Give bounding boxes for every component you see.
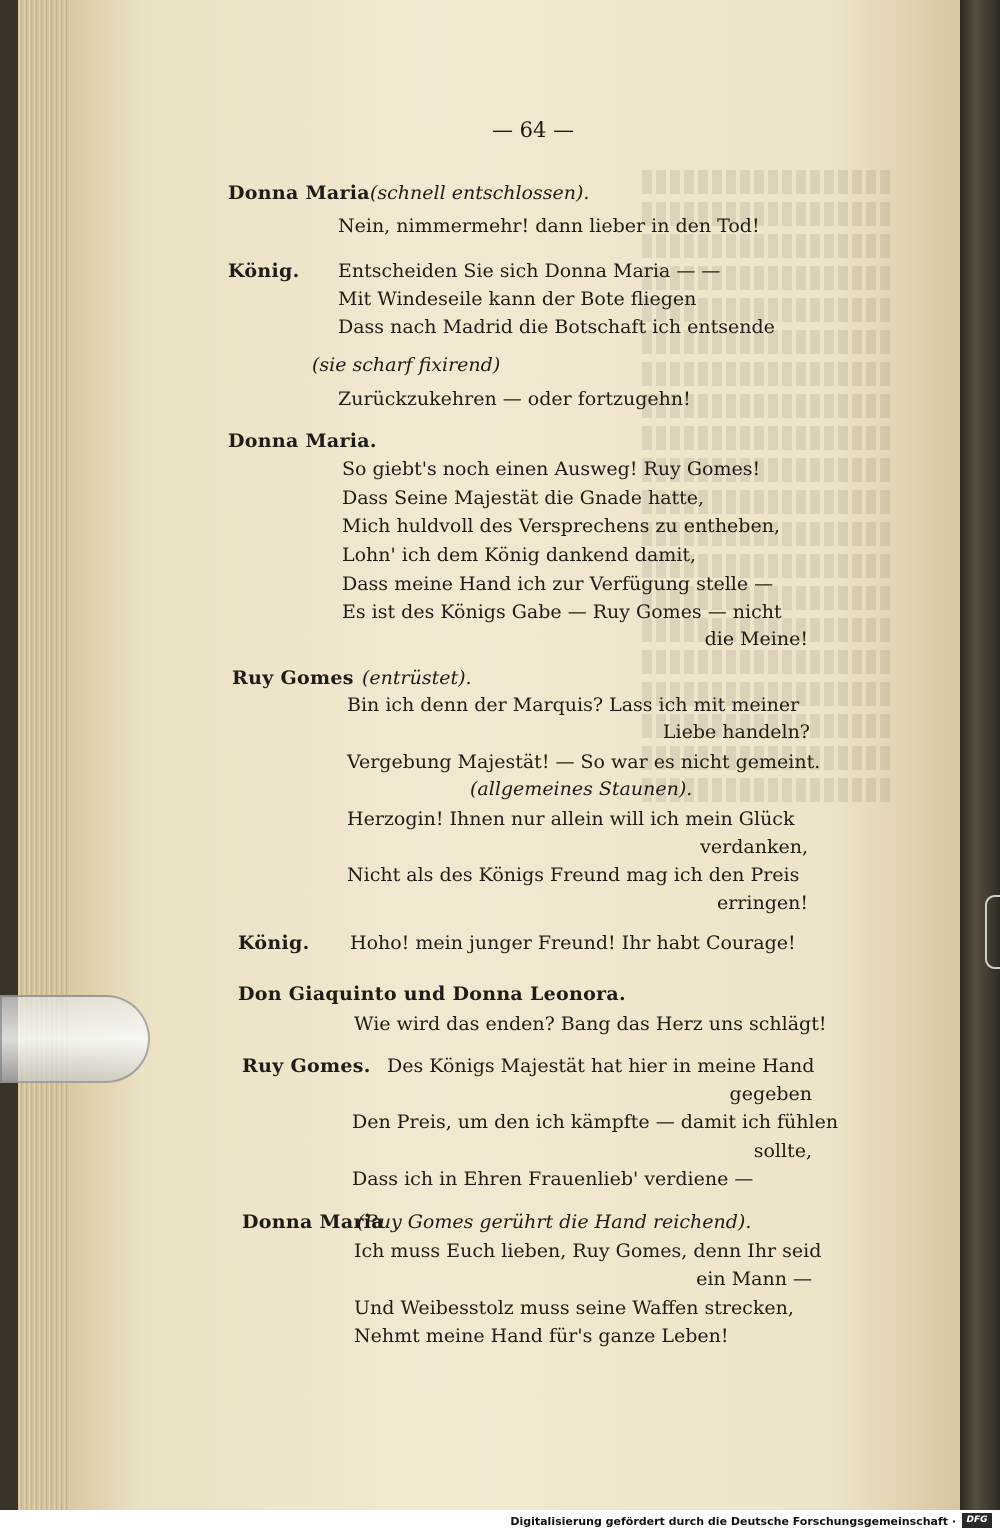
verse-line: Den Preis, um den ich kämpfte — damit ich fühlen <box>352 1111 839 1133</box>
dfg-logo: DFG <box>962 1513 992 1528</box>
verse-line: Ich muss Euch lieben, Ruy Gomes, denn Ihr seid <box>354 1240 822 1262</box>
verse-line-continuation: die Meine! <box>704 628 808 650</box>
page-holder-clip <box>0 995 150 1083</box>
stage-direction: (entrüstet). <box>362 667 472 689</box>
verse-line-continuation: verdanken, <box>700 836 808 858</box>
stage-direction: (schnell entschlossen). <box>370 182 590 204</box>
verse-line-continuation: sollte, <box>753 1140 812 1162</box>
speaker-label: Donna Maria. <box>228 430 377 452</box>
verse-line-continuation: Liebe handeln? <box>662 721 810 743</box>
verse-line: Dass ich in Ehren Frauenlieb' verdiene — <box>352 1168 754 1190</box>
verse-line: So giebt's noch einen Ausweg! Ruy Gomes! <box>342 458 761 480</box>
book-spine <box>960 0 1000 1510</box>
speaker-label: Don Giaquinto und Donna Leonora. <box>238 983 626 1005</box>
verse-line: Bin ich denn der Marquis? Lass ich mit meiner <box>347 694 800 716</box>
verse-line: Es ist des Königs Gabe — Ruy Gomes — nicht <box>342 601 782 623</box>
verse-line: Hoho! mein junger Freund! Ihr habt Courage! <box>350 932 796 954</box>
speaker-label: Ruy Gomes <box>232 667 354 689</box>
stage-direction: (sie scharf fixirend) <box>312 354 501 376</box>
verse-line: Und Weibesstolz muss seine Waffen strecken, <box>354 1297 794 1319</box>
speaker-label: Ruy Gomes. <box>242 1055 371 1077</box>
verse-line: Mit Windeseile kann der Bote fliegen <box>338 288 697 310</box>
verse-line: Entscheiden Sie sich Donna Maria — — <box>338 260 721 282</box>
verse-line: Dass Seine Majestät die Gnade hatte, <box>342 487 705 509</box>
speaker-label: Donna Maria <box>228 182 370 204</box>
speaker-label: Donna Maria <box>242 1211 384 1233</box>
speaker-label: König. <box>228 260 300 282</box>
page-number: — 64 — <box>491 118 575 142</box>
verse-line: Mich huldvoll des Versprechens zu entheben, <box>342 515 780 537</box>
verse-line: Des Königs Majestät hat hier in meine Hand <box>387 1055 815 1077</box>
page-holder-clip-right <box>985 895 1000 969</box>
verse-line: Herzogin! Ihnen nur allein will ich mein Glück <box>347 808 795 830</box>
attribution-bar <box>0 1510 1000 1531</box>
verse-line: Nicht als des Königs Freund mag ich den Preis <box>347 864 800 886</box>
verse-line: Nehmt meine Hand für's ganze Leben! <box>354 1325 729 1347</box>
verse-line: Dass meine Hand ich zur Verfügung stelle — <box>342 573 774 595</box>
funding-credit: Digitalisierung gefördert durch die Deutsche Forschungsgemeinschaft · <box>510 1515 956 1528</box>
verse-line: Zurückzukehren — oder fortzugehn! <box>338 388 691 410</box>
verse-line: Dass nach Madrid die Botschaft ich entsende <box>338 316 775 338</box>
verse-line-continuation: ein Mann — <box>696 1268 812 1290</box>
verse-line-continuation: gegeben <box>729 1083 812 1105</box>
stage-direction: (Ruy Gomes gerührt die Hand reichend). <box>357 1211 752 1233</box>
verse-line: Nein, nimmermehr! dann lieber in den Tod! <box>338 215 760 237</box>
verse-line-continuation: erringen! <box>716 892 808 914</box>
speaker-label: König. <box>238 932 310 954</box>
verse-line: Lohn' ich dem König dankend damit, <box>342 544 697 566</box>
verse-line: Wie wird das enden? Bang das Herz uns schlägt! <box>354 1013 827 1035</box>
stage-direction: (allgemeines Staunen). <box>470 778 693 800</box>
verse-line: Vergebung Majestät! — So war es nicht gemeint. <box>347 751 821 773</box>
